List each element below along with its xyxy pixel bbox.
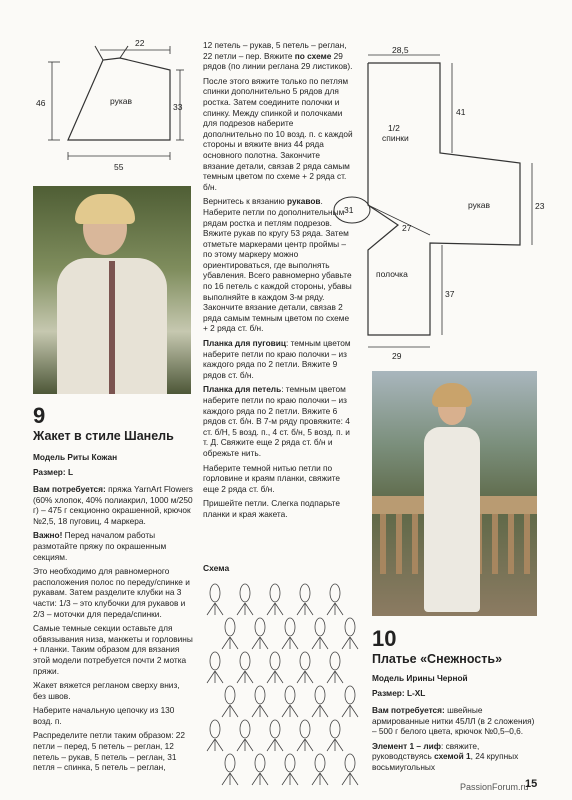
text-paragraph: Наберите начальную цепочку из 130 возд. п.	[33, 705, 175, 726]
body-outline	[368, 63, 520, 335]
crochet-stitch-symbol	[320, 705, 328, 717]
crochet-stitch-symbol	[297, 671, 305, 683]
crochet-stitch-symbol	[252, 773, 260, 785]
crochet-stitch-symbol	[267, 739, 275, 751]
crochet-stitch-symbol	[275, 603, 283, 615]
crochet-stitch-symbol	[275, 671, 283, 683]
sleeve-label: рукав	[110, 96, 133, 106]
dim-sleeve-inner: 27	[402, 223, 412, 233]
crochet-leaf-symbol	[210, 720, 220, 738]
crochet-leaf-symbol	[300, 720, 310, 738]
crochet-leaf-symbol	[330, 584, 340, 602]
crochet-leaf-symbol	[270, 652, 280, 670]
text-paragraph: Пришейте петли. Слегка подпарьте планки и края жакета.	[203, 498, 340, 519]
text-paragraph: Планка для петель: темным цветом наберите петли по краю полочки – из каждого ряда по 2 петли. Вяжите 6 рядов ст. б/н. В 7-м ряду провяжите: 4 ст. б/Н, 5 возд. п., 4 ст. б/н, 5 возд. п. и т. Д. Свяжите еще 2 ряда ст. б/н и обрежьте нить.	[203, 384, 350, 458]
sleeve-schematic	[30, 40, 200, 180]
article-number: 9	[33, 403, 46, 428]
article-10	[372, 628, 540, 785]
crochet-stitch-symbol	[282, 773, 290, 785]
crochet-leaf-symbol	[270, 584, 280, 602]
crochet-stitch-symbol	[335, 603, 343, 615]
text-paragraph: Элемент 1 – лиф: свяжите, руководствуясь схемой 1, 24 крупных восьмиугольных	[372, 740, 519, 772]
crochet-stitch-symbol	[245, 603, 253, 615]
crochet-leaf-symbol	[270, 720, 280, 738]
crochet-stitch-symbol	[327, 671, 335, 683]
dress-photo	[372, 371, 537, 616]
text-paragraph: 12 петель – рукав, 5 петель – реглан, 22 петли – пер. Вяжите по схеме 29 рядов (по линии реглана 29 листиков).	[203, 40, 353, 72]
text-paragraph: Это необходимо для равномерного расположения полос по переду/спинке и рукавам. Затем разделите клубки на 3 части: 1/3 – это клубочки для рукавов и 2/3 – моточки для переда/спинки.	[33, 566, 190, 619]
crochet-stitch-symbol	[290, 705, 298, 717]
text-paragraph: Планка для пуговиц: темным цветом наберите петли по краю полочки – из каждого ряда по 2 петли. Вяжите 9 рядов ст. б/н.	[203, 338, 351, 380]
text-paragraph: Самые темные секции оставьте для обвязывания низа, манжеты и горловины + планки. Таким образом для вязания этой модели потребуется почти 2 мотка пряжи.	[33, 623, 193, 676]
article-number: 10	[372, 626, 397, 651]
crochet-leaf-symbol	[285, 754, 295, 772]
text-paragraph: Вам потребуется: пряжа YarnArt Flowers (60% хлопок, 40% полиакрил, 1000 м/250 г) – 475 г секционно окрашенной, крючок №2,5, 18 пуговиц, 4 маркера.	[33, 484, 193, 526]
crochet-stitch-symbol	[290, 773, 298, 785]
text-paragraph: Наберите темной нитью петли по горловине и краям планки, свяжите еще 2 ряда ст. б/н.	[203, 462, 341, 494]
crochet-stitch-symbol	[305, 671, 313, 683]
crochet-leaf-symbol	[345, 618, 355, 636]
crochet-stitch-symbol	[305, 739, 313, 751]
dim-top: 22	[135, 38, 145, 48]
crochet-stitch-symbol	[275, 739, 283, 751]
crochet-stitch-symbol	[335, 671, 343, 683]
article-9	[33, 405, 193, 784]
crochet-stitch-symbol	[350, 637, 358, 649]
front-label: полочка	[376, 269, 408, 279]
article-title: Жакет в стиле Шанель	[33, 429, 174, 443]
crochet-leaf-symbol	[315, 754, 325, 772]
model-author: Модель Риты Кожан	[33, 452, 118, 462]
crochet-leaf-symbol	[225, 618, 235, 636]
article-title: Платье «Снежность»	[372, 652, 503, 666]
crochet-leaf-symbol	[210, 652, 220, 670]
crochet-stitch-symbol	[335, 739, 343, 751]
back-label-1: 1/2	[388, 123, 400, 133]
crochet-stitch-symbol	[312, 773, 320, 785]
crochet-stitch-symbol	[237, 671, 245, 683]
crochet-stitch-symbol	[312, 705, 320, 717]
crochet-leaf-symbol	[255, 686, 265, 704]
crochet-stitch-symbol	[260, 773, 268, 785]
dim-sleeve-right: 23	[535, 201, 545, 211]
crochet-stitch-symbol	[342, 705, 350, 717]
jacket-photo	[33, 186, 191, 394]
scheme-label: Схема	[203, 563, 230, 573]
text-paragraph: Вам потребуется: швейные армированные нитки 45ЛЛ (в 2 сложения) – 500 г белого цвета, крючок №0,5–0,6.	[372, 705, 535, 737]
crochet-stitch-symbol	[252, 637, 260, 649]
crochet-stitch-symbol	[230, 705, 238, 717]
crochet-stitch-symbol	[320, 637, 328, 649]
crochet-stitch-symbol	[237, 739, 245, 751]
crochet-stitch-symbol	[342, 773, 350, 785]
crochet-stitch-symbol	[282, 705, 290, 717]
crochet-stitch-symbol	[215, 739, 223, 751]
crochet-leaf-symbol	[240, 584, 250, 602]
crochet-leaf-symbol	[315, 686, 325, 704]
crochet-stitch-symbol	[267, 671, 275, 683]
crochet-stitch-symbol	[312, 637, 320, 649]
crochet-stitch-symbol	[215, 671, 223, 683]
crochet-leaf-symbol	[330, 720, 340, 738]
crochet-leaf-symbol	[225, 754, 235, 772]
crochet-stitch-symbol	[222, 705, 230, 717]
crochet-leaf-symbol	[315, 618, 325, 636]
size: Размер: L-XL	[372, 688, 426, 698]
crochet-stitch-symbol	[222, 773, 230, 785]
article-10-body	[372, 705, 540, 785]
crochet-stitch-symbol	[230, 637, 238, 649]
crochet-stitch-symbol	[305, 603, 313, 615]
text-paragraph: Распределите петли таким образом: 22 петли – перед, 5 петель – реглан, 12 петель – рукав, 5 петель – реглан, 31 петля – спинка, 5 петель – реглан,	[33, 730, 186, 773]
dim-back-side: 41	[456, 107, 466, 117]
crochet-stitch-symbol	[207, 671, 215, 683]
crochet-stitch-symbol	[297, 739, 305, 751]
crochet-stitch-symbol	[350, 705, 358, 717]
crochet-stitch-symbol	[327, 603, 335, 615]
crochet-stitch-symbol	[245, 671, 253, 683]
crochet-stitch-symbol	[350, 773, 358, 785]
dim-left: 46	[36, 98, 46, 108]
dim-bottom: 29	[392, 351, 402, 361]
text-paragraph: Важно! Перед началом работы размотайте пряжу по окрашенным секциям.	[33, 530, 167, 562]
text-paragraph: После этого вяжите только по петлям спинки дополнительно 5 рядов для ростка. Затем соедините полочки и спинку. Между спинкой и полочками для подрезов наберите дополнительно по 10 возд. п. с каждой стороны и вяжите вниз 44 ряда основного полотна. Закончите вязание детали, связав 2 ряда самым темным цветом по схеме + 2 ряда ст. б/н.	[203, 75, 353, 192]
crochet-leaf-symbol	[300, 584, 310, 602]
crochet-stitch-symbol	[297, 603, 305, 615]
crochet-stitch-symbol	[282, 637, 290, 649]
crochet-stitch-symbol	[320, 773, 328, 785]
crochet-stitch-symbol	[252, 705, 260, 717]
crochet-stitch-symbol	[290, 637, 298, 649]
text-paragraph: Вернитесь к вязанию рукавов. Наберите петли по дополнительным рядам ростка и петлям подрезов. Вяжите рукав по кругу 53 ряда. Затем отметьте маркерами центр проймы – по этому маркеру можно ориентироваться, где выполнять убавления. Всего равномерно убавьте по 16 петель с каждой стороны, убавы выполняйте в каждом 3-м ряду. Закончите вязание детали, связав 2 ряда самым темным цветом по схеме + 2 ряда ст. б/н.	[203, 196, 352, 334]
crochet-leaf-symbol	[345, 686, 355, 704]
crochet-stitch-symbol	[207, 603, 215, 615]
crochet-stitch-symbol	[215, 603, 223, 615]
model-author: Модель Ирины Черной	[372, 673, 468, 683]
dim-bottom: 55	[114, 162, 124, 172]
crochet-stitch-symbol	[222, 637, 230, 649]
crochet-stitch-symbol	[237, 603, 245, 615]
crochet-scheme	[200, 575, 360, 795]
crochet-leaf-symbol	[255, 754, 265, 772]
crochet-leaf-symbol	[285, 618, 295, 636]
crochet-stitch-symbol	[342, 637, 350, 649]
crochet-leaf-symbol	[240, 720, 250, 738]
crochet-stitch-symbol	[260, 705, 268, 717]
body-schematic	[330, 45, 550, 365]
dim-top: 28,5	[392, 45, 409, 55]
crochet-leaf-symbol	[300, 652, 310, 670]
crochet-leaf-symbol	[255, 618, 265, 636]
crochet-leaf-symbol	[225, 686, 235, 704]
crochet-stitch-symbol	[230, 773, 238, 785]
sleeve-label: рукав	[468, 200, 491, 210]
crochet-stitch-symbol	[327, 739, 335, 751]
size: Размер: L	[33, 467, 74, 477]
text-paragraph: Жакет вяжется регланом сверху вниз, без швов.	[33, 680, 180, 701]
back-label-2: спинки	[382, 133, 409, 143]
crochet-stitch-symbol	[207, 739, 215, 751]
crochet-leaf-symbol	[330, 652, 340, 670]
watermark: PassionForum.ru	[460, 782, 529, 792]
crochet-stitch-symbol	[267, 603, 275, 615]
page-number: 15	[525, 778, 538, 790]
crochet-leaf-symbol	[210, 584, 220, 602]
dim-right: 33	[173, 102, 183, 112]
crochet-stitch-symbol	[245, 739, 253, 751]
dim-circle: 31	[344, 205, 354, 215]
dim-front-side: 37	[445, 289, 455, 299]
crochet-stitch-symbol	[260, 637, 268, 649]
crochet-leaf-symbol	[285, 686, 295, 704]
article-9-body	[33, 484, 193, 784]
crochet-leaf-symbol	[240, 652, 250, 670]
crochet-leaf-symbol	[345, 754, 355, 772]
